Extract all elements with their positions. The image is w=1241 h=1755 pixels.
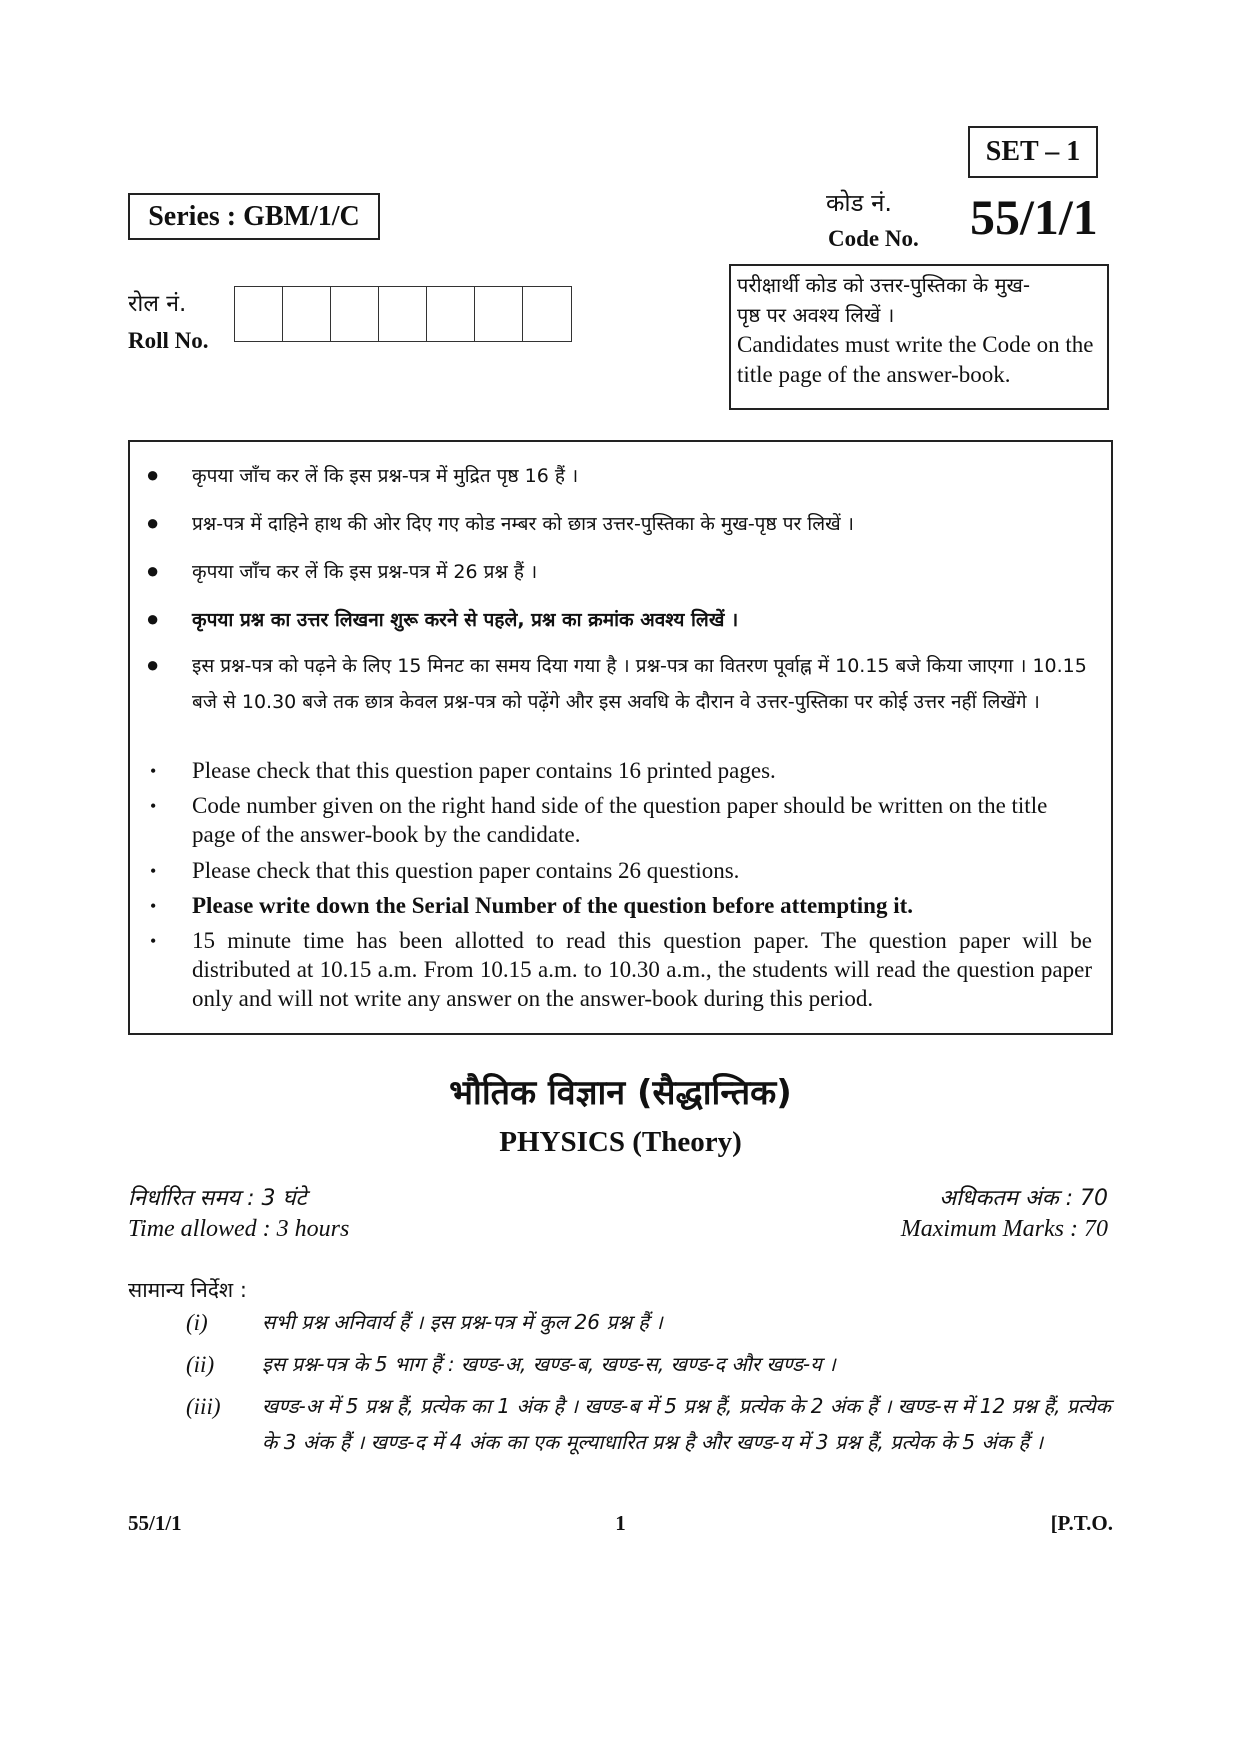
instructions-box bbox=[128, 440, 1113, 1035]
instruction-english: Please check that this question paper contains 26 questions. bbox=[192, 858, 740, 883]
roll-digit-box[interactable] bbox=[523, 287, 571, 341]
bullet-icon: ● bbox=[146, 652, 160, 677]
general-item-text: खण्ड-अ में 5 प्रश्न हैं, प्रत्येक का 1 अंक है । खण्ड-ब में 5 प्रश्न हैं, प्रत्येक के 2 अंक हैं । खण्ड-स में 12 प्रश्न हैं, प्रत्येक के 3 अंक हैं । खण्ड-द में 4 अंक का एक मूल्याधारित प्रश्न है और खण्ड-य में 3 प्रश्न हैं, प्रत्येक के 5 अंक हैं । bbox=[262, 1394, 1111, 1454]
candidate-note-box bbox=[729, 264, 1109, 410]
max-marks-english: Maximum Marks : 70 bbox=[900, 1216, 1108, 1242]
roll-digit-box[interactable] bbox=[475, 287, 523, 341]
instruction-english: Code number given on the right hand side of the question paper should be written on the title page of the answer-book by the candidate. bbox=[192, 793, 1048, 847]
bullet-icon: • bbox=[150, 931, 157, 951]
candidate-note-hindi-2: पृष्ठ पर अवश्य लिखें । bbox=[737, 303, 895, 327]
time-allowed-hindi: निर्धारित समय : 3 घंटे bbox=[128, 1186, 307, 1211]
footer-pto: [P.T.O. bbox=[1050, 1511, 1113, 1535]
general-item-number: (iii) bbox=[186, 1394, 221, 1419]
bullet-icon: ● bbox=[146, 462, 160, 487]
roll-label-hindi: रोल नं. bbox=[128, 291, 187, 317]
instruction-english: Please check that this question paper contains 16 printed pages. bbox=[192, 758, 776, 783]
instruction-hindi: प्रश्न-पत्र में दाहिने हाथ की ओर दिए गए कोड नम्बर को छात्र उत्तर-पुस्तिका के मुख-पृष्ठ पर लिखें । bbox=[192, 513, 854, 535]
code-label-english: Code No. bbox=[828, 226, 919, 251]
roll-digit-box[interactable] bbox=[235, 287, 283, 341]
instruction-hindi: कृपया जाँच कर लें कि इस प्रश्न-पत्र में 26 प्रश्न हैं । bbox=[192, 561, 538, 583]
candidate-note-english: Candidates must write the Code on the title page of the answer-book. bbox=[737, 332, 1094, 387]
code-label-hindi: कोड नं. bbox=[826, 189, 893, 217]
instruction-hindi: कृपया प्रश्न का उत्तर लिखना शुरू करने से पहले, प्रश्न का क्रमांक अवश्य लिखें । bbox=[192, 609, 739, 631]
general-item-text: सभी प्रश्न अनिवार्य हैं । इस प्रश्न-पत्र में कुल 26 प्रश्न हैं । bbox=[262, 1310, 663, 1334]
subject-title-english: PHYSICS (Theory) bbox=[499, 1126, 742, 1158]
bullet-icon: ● bbox=[146, 606, 160, 631]
bullet-icon: • bbox=[150, 861, 157, 881]
bullet-icon: • bbox=[150, 796, 157, 816]
bullet-icon: • bbox=[150, 761, 157, 781]
max-marks-hindi: अधिकतम अंक : 70 bbox=[939, 1186, 1108, 1211]
subject-title-hindi: भौतिक विज्ञान (सैद्धान्तिक) bbox=[449, 1073, 792, 1113]
general-item-number: (i) bbox=[186, 1310, 208, 1335]
general-item-text: इस प्रश्न-पत्र के 5 भाग हैं : खण्ड-अ, खण्ड-ब, खण्ड-स, खण्ड-द और खण्ड-य । bbox=[262, 1352, 836, 1376]
set-label: SET – 1 bbox=[968, 126, 1098, 178]
general-instructions-heading: सामान्य निर्देश : bbox=[128, 1278, 247, 1302]
roll-digit-box[interactable] bbox=[427, 287, 475, 341]
roll-digit-box[interactable] bbox=[283, 287, 331, 341]
bullet-icon: • bbox=[150, 896, 157, 916]
instruction-english: Please write down the Serial Number of the question before attempting it. bbox=[192, 893, 914, 918]
candidate-note-hindi-1: परीक्षार्थी कोड को उत्तर-पुस्तिका के मुख- bbox=[737, 273, 1031, 297]
bullet-icon: ● bbox=[146, 510, 160, 535]
code-number: 55/1/1 bbox=[970, 189, 1098, 245]
roll-digit-box[interactable] bbox=[331, 287, 379, 341]
footer-page-number: 1 bbox=[615, 1511, 626, 1535]
instruction-hindi: इस प्रश्न-पत्र को पढ़ने के लिए 15 मिनट का समय दिया गया है । प्रश्न-पत्र का वितरण पूर्वाह्न में 10.15 बजे किया जाएगा । 10.15 बजे से 10.30 बजे तक छात्र केवल प्रश्न-पत्र को पढ़ेंगे और इस अवधि के दौरान वे उत्तर-पुस्तिका पर कोई उत्तर नहीं लिखेंगे । bbox=[192, 655, 1087, 713]
series-label: Series : GBM/1/C bbox=[128, 193, 380, 240]
roll-label-english: Roll No. bbox=[128, 328, 209, 353]
instruction-hindi: कृपया जाँच कर लें कि इस प्रश्न-पत्र में मुद्रित पृष्ठ 16 हैं । bbox=[192, 465, 579, 487]
general-item-number: (ii) bbox=[186, 1352, 215, 1377]
bullet-icon: ● bbox=[146, 558, 160, 583]
footer-code: 55/1/1 bbox=[128, 1511, 182, 1535]
instruction-english: 15 minute time has been allotted to read this question paper. The question paper will be distributed at 10.15 a.m. From 10.15 a.m. to 10.30 a.m., the students will read the question paper only and will not write any answer on the answer-book during this period. bbox=[192, 928, 1092, 1011]
roll-number-boxes[interactable] bbox=[234, 286, 572, 342]
time-allowed-english: Time allowed : 3 hours bbox=[128, 1216, 350, 1242]
roll-digit-box[interactable] bbox=[379, 287, 427, 341]
